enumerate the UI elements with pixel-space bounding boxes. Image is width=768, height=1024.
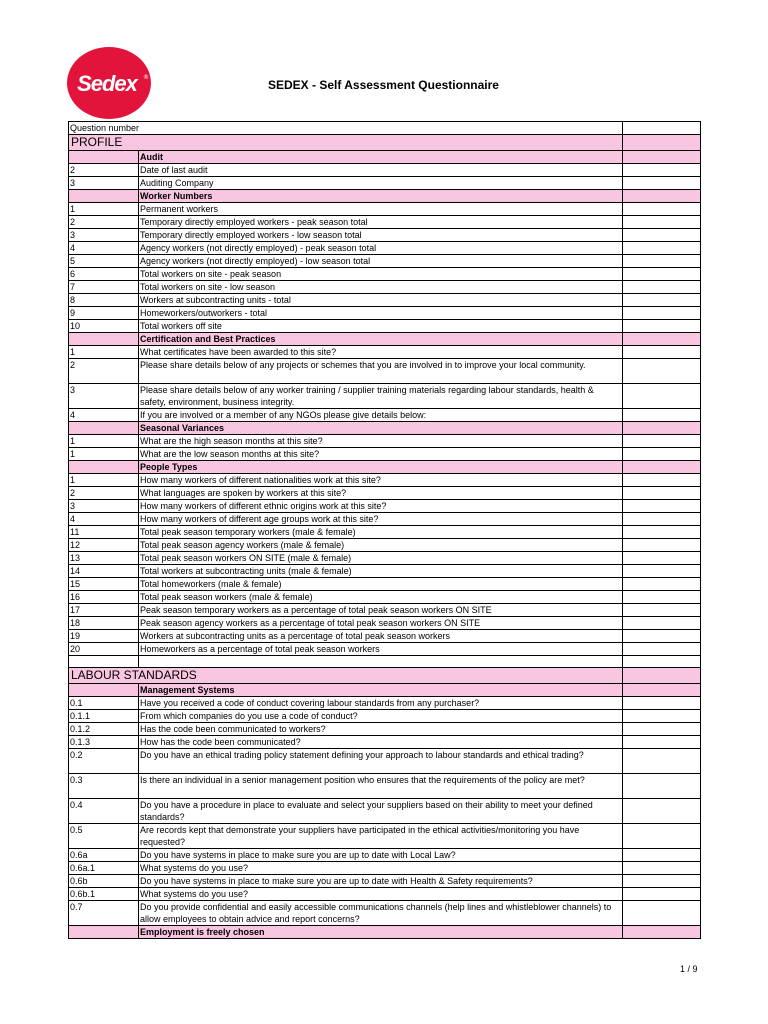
answer-cell[interactable] bbox=[623, 307, 701, 320]
question-number: 6 bbox=[69, 268, 139, 281]
subsection-title: Employment is freely chosen bbox=[139, 926, 623, 939]
answer-cell[interactable] bbox=[623, 513, 701, 526]
question-number: 4 bbox=[69, 409, 139, 422]
answer-cell[interactable] bbox=[623, 229, 701, 242]
answer-cell[interactable] bbox=[623, 736, 701, 749]
question-number: 0.4 bbox=[69, 799, 139, 824]
number-cell bbox=[69, 422, 139, 435]
question-number: 3 bbox=[69, 384, 139, 409]
question-number: 2 bbox=[69, 216, 139, 229]
table-header-row bbox=[69, 122, 701, 135]
question-text: What are the low season months at this site? bbox=[139, 448, 623, 461]
subsection-header-row bbox=[69, 684, 701, 697]
answer-cell[interactable] bbox=[623, 526, 701, 539]
question-row bbox=[69, 824, 701, 849]
question-row bbox=[69, 578, 701, 591]
question-text: Has the code been communicated to workers? bbox=[139, 723, 623, 736]
question-row bbox=[69, 281, 701, 294]
question-text: How many workers of different ethnic origins work at this site? bbox=[139, 500, 623, 513]
section-title: PROFILE bbox=[69, 135, 623, 151]
subsection-title: Worker Numbers bbox=[139, 190, 623, 203]
answer-cell[interactable] bbox=[623, 824, 701, 849]
question-row bbox=[69, 565, 701, 578]
question-text: Please share details below of any worker training / supplier training materials regarding labour standards, health & safety, environment, business integrity. bbox=[139, 384, 623, 409]
question-text: Peak season agency workers as a percentage of total peak season workers ON SITE bbox=[139, 617, 623, 630]
answer-cell[interactable] bbox=[623, 617, 701, 630]
question-text: Peak season temporary workers as a percentage of total peak season workers ON SITE bbox=[139, 604, 623, 617]
question-row bbox=[69, 591, 701, 604]
answer-cell[interactable] bbox=[623, 630, 701, 643]
answer-cell[interactable] bbox=[623, 409, 701, 422]
question-text: How many workers of different nationalities work at this site? bbox=[139, 474, 623, 487]
question-number: 0.6a bbox=[69, 849, 139, 862]
number-cell bbox=[69, 461, 139, 474]
question-text: Total workers on site - peak season bbox=[139, 268, 623, 281]
question-text: Total workers on site - low season bbox=[139, 281, 623, 294]
question-number: 0.6b bbox=[69, 875, 139, 888]
question-row bbox=[69, 736, 701, 749]
answer-cell bbox=[623, 190, 701, 203]
question-number: 15 bbox=[69, 578, 139, 591]
question-row bbox=[69, 697, 701, 710]
answer-cell[interactable] bbox=[623, 643, 701, 656]
answer-cell[interactable] bbox=[623, 216, 701, 229]
question-text: Workers at subcontracting units as a percentage of total peak season workers bbox=[139, 630, 623, 643]
answer-cell bbox=[623, 926, 701, 939]
question-row bbox=[69, 875, 701, 888]
question-text: Total peak season workers ON SITE (male & female) bbox=[139, 552, 623, 565]
question-row bbox=[69, 849, 701, 862]
question-text: Total homeworkers (male & female) bbox=[139, 578, 623, 591]
question-row bbox=[69, 474, 701, 487]
question-text: Permanent workers bbox=[139, 203, 623, 216]
answer-cell[interactable] bbox=[623, 435, 701, 448]
answer-cell[interactable] bbox=[623, 448, 701, 461]
subsection-header-row bbox=[69, 190, 701, 203]
question-row bbox=[69, 774, 701, 799]
question-text: Date of last audit bbox=[139, 164, 623, 177]
question-number: 0.1 bbox=[69, 697, 139, 710]
question-number: 18 bbox=[69, 617, 139, 630]
question-number: 1 bbox=[69, 346, 139, 359]
question-text: What systems do you use? bbox=[139, 862, 623, 875]
question-number: 19 bbox=[69, 630, 139, 643]
subsection-title: Management Systems bbox=[139, 684, 623, 697]
question-row bbox=[69, 552, 701, 565]
answer-cell[interactable] bbox=[623, 268, 701, 281]
question-number: 1 bbox=[69, 203, 139, 216]
subsection-title: Seasonal Variances bbox=[139, 422, 623, 435]
answer-cell bbox=[623, 122, 701, 135]
question-number: 0.6b.1 bbox=[69, 888, 139, 901]
answer-cell[interactable] bbox=[623, 710, 701, 723]
question-text: Homeworkers as a percentage of total peak season workers bbox=[139, 643, 623, 656]
answer-cell[interactable] bbox=[623, 242, 701, 255]
question-text: Do you provide confidential and easily accessible communications channels (help lines and whistleblower channels) to allow employees to obtain advice and report concerns? bbox=[139, 901, 623, 926]
section-title: LABOUR STANDARDS bbox=[69, 668, 623, 684]
question-number: 1 bbox=[69, 448, 139, 461]
question-number: 0.3 bbox=[69, 774, 139, 799]
answer-cell bbox=[623, 422, 701, 435]
answer-cell[interactable] bbox=[623, 604, 701, 617]
question-row bbox=[69, 500, 701, 513]
question-number: 3 bbox=[69, 500, 139, 513]
question-number: 8 bbox=[69, 294, 139, 307]
question-number: 3 bbox=[69, 229, 139, 242]
answer-cell[interactable] bbox=[623, 799, 701, 824]
question-number: 16 bbox=[69, 591, 139, 604]
question-text: Total peak season workers (male & female) bbox=[139, 591, 623, 604]
answer-cell[interactable] bbox=[623, 901, 701, 926]
question-row bbox=[69, 617, 701, 630]
number-cell bbox=[69, 151, 139, 164]
question-number: 7 bbox=[69, 281, 139, 294]
questionnaire-table bbox=[68, 121, 701, 939]
answer-cell bbox=[623, 151, 701, 164]
answer-cell bbox=[623, 668, 701, 684]
question-number: 3 bbox=[69, 177, 139, 190]
subsection-title: Certification and Best Practices bbox=[139, 333, 623, 346]
question-text: Please share details below of any projects or schemes that you are involved in to improve your local community. bbox=[139, 359, 623, 384]
answer-cell[interactable] bbox=[623, 255, 701, 268]
answer-cell[interactable] bbox=[623, 552, 701, 565]
question-text: What are the high season months at this site? bbox=[139, 435, 623, 448]
question-number: 9 bbox=[69, 307, 139, 320]
question-text: Do you have a procedure in place to evaluate and select your suppliers based on their ability to meet your defined standards? bbox=[139, 799, 623, 824]
question-text: Do you have systems in place to make sure you are up to date with Health & Safety requirements? bbox=[139, 875, 623, 888]
subsection-header-row bbox=[69, 461, 701, 474]
question-text: Auditing Company bbox=[139, 177, 623, 190]
spacer-row bbox=[69, 656, 701, 668]
question-row bbox=[69, 164, 701, 177]
question-row bbox=[69, 604, 701, 617]
question-row bbox=[69, 513, 701, 526]
question-text: Total peak season agency workers (male & female) bbox=[139, 539, 623, 552]
question-text: Workers at subcontracting units - total bbox=[139, 294, 623, 307]
question-text: Have you received a code of conduct covering labour standards from any purchaser? bbox=[139, 697, 623, 710]
question-text: If you are involved or a member of any NGOs please give details below: bbox=[139, 409, 623, 422]
question-row bbox=[69, 409, 701, 422]
answer-cell[interactable] bbox=[623, 320, 701, 333]
question-row bbox=[69, 862, 701, 875]
answer-cell[interactable] bbox=[623, 164, 701, 177]
question-text: What languages are spoken by workers at this site? bbox=[139, 487, 623, 500]
answer-cell[interactable] bbox=[623, 774, 701, 799]
question-text: Agency workers (not directly employed) - low season total bbox=[139, 255, 623, 268]
question-row bbox=[69, 294, 701, 307]
logo-text: Sedex bbox=[77, 71, 137, 96]
question-row bbox=[69, 799, 701, 824]
question-row bbox=[69, 307, 701, 320]
subsection-title: Audit bbox=[139, 151, 623, 164]
question-text: How has the code been communicated? bbox=[139, 736, 623, 749]
answer-cell[interactable] bbox=[623, 888, 701, 901]
subsection-header-row bbox=[69, 926, 701, 939]
question-number: 4 bbox=[69, 513, 139, 526]
question-number: 2 bbox=[69, 359, 139, 384]
subsection-header-row bbox=[69, 333, 701, 346]
question-row bbox=[69, 539, 701, 552]
page-number: 1 / 9 bbox=[680, 964, 698, 974]
question-number: 0.1.2 bbox=[69, 723, 139, 736]
question-row bbox=[69, 229, 701, 242]
answer-cell[interactable] bbox=[623, 359, 701, 384]
question-number: 0.7 bbox=[69, 901, 139, 926]
question-number: 2 bbox=[69, 164, 139, 177]
question-text: Temporary directly employed workers - low season total bbox=[139, 229, 623, 242]
question-number: 0.5 bbox=[69, 824, 139, 849]
number-cell bbox=[69, 926, 139, 939]
section-header-row bbox=[69, 668, 701, 684]
document-title: SEDEX - Self Assessment Questionnaire bbox=[268, 78, 499, 92]
question-text bbox=[139, 656, 623, 668]
question-row bbox=[69, 177, 701, 190]
question-text: Total peak season temporary workers (male & female) bbox=[139, 526, 623, 539]
question-number: 0.1.1 bbox=[69, 710, 139, 723]
answer-cell[interactable] bbox=[623, 862, 701, 875]
question-row bbox=[69, 242, 701, 255]
question-row bbox=[69, 268, 701, 281]
logo-registered-mark: ® bbox=[143, 74, 149, 81]
question-row bbox=[69, 487, 701, 500]
answer-cell[interactable] bbox=[623, 294, 701, 307]
subsection-title: People Types bbox=[139, 461, 623, 474]
question-row bbox=[69, 320, 701, 333]
answer-cell[interactable] bbox=[623, 281, 701, 294]
question-number: 11 bbox=[69, 526, 139, 539]
question-row bbox=[69, 448, 701, 461]
question-row bbox=[69, 723, 701, 736]
answer-cell[interactable] bbox=[623, 565, 701, 578]
question-text: What certificates have been awarded to this site? bbox=[139, 346, 623, 359]
answer-cell bbox=[623, 461, 701, 474]
question-text: Total workers off site bbox=[139, 320, 623, 333]
question-text: Temporary directly employed workers - peak season total bbox=[139, 216, 623, 229]
answer-cell bbox=[623, 333, 701, 346]
answer-cell bbox=[623, 656, 701, 668]
question-number: 5 bbox=[69, 255, 139, 268]
subsection-header-row bbox=[69, 422, 701, 435]
subsection-header-row bbox=[69, 151, 701, 164]
question-number: 14 bbox=[69, 565, 139, 578]
answer-cell[interactable] bbox=[623, 203, 701, 216]
question-text: Total workers at subcontracting units (male & female) bbox=[139, 565, 623, 578]
answer-cell[interactable] bbox=[623, 849, 701, 862]
question-text: Are records kept that demonstrate your suppliers have participated in the ethical activities/monitoring you have requested? bbox=[139, 824, 623, 849]
question-row bbox=[69, 526, 701, 539]
answer-cell[interactable] bbox=[623, 723, 701, 736]
question-number: 1 bbox=[69, 474, 139, 487]
sedex-logo bbox=[66, 47, 152, 119]
section-header-row bbox=[69, 135, 701, 151]
question-text: From which companies do you use a code of conduct? bbox=[139, 710, 623, 723]
answer-cell bbox=[623, 684, 701, 697]
question-row bbox=[69, 203, 701, 216]
answer-cell[interactable] bbox=[623, 500, 701, 513]
answer-cell[interactable] bbox=[623, 384, 701, 409]
question-text: Is there an individual in a senior management position who ensures that the requirements of the policy are met? bbox=[139, 774, 623, 799]
question-text: What systems do you use? bbox=[139, 888, 623, 901]
question-row bbox=[69, 710, 701, 723]
number-cell bbox=[69, 656, 139, 668]
answer-cell[interactable] bbox=[623, 591, 701, 604]
answer-cell bbox=[623, 135, 701, 151]
question-number-header: Question number bbox=[69, 122, 623, 135]
question-number: 2 bbox=[69, 487, 139, 500]
number-cell bbox=[69, 190, 139, 203]
question-number: 20 bbox=[69, 643, 139, 656]
question-number: 1 bbox=[69, 435, 139, 448]
answer-cell[interactable] bbox=[623, 749, 701, 774]
question-number: 0.1.3 bbox=[69, 736, 139, 749]
answer-cell[interactable] bbox=[623, 487, 701, 500]
question-number: 0.2 bbox=[69, 749, 139, 774]
question-row bbox=[69, 749, 701, 774]
question-row bbox=[69, 216, 701, 229]
question-text: Agency workers (not directly employed) - peak season total bbox=[139, 242, 623, 255]
question-row bbox=[69, 630, 701, 643]
question-text: Do you have an ethical trading policy statement defining your approach to labour standards and ethical trading? bbox=[139, 749, 623, 774]
question-row bbox=[69, 359, 701, 384]
answer-cell[interactable] bbox=[623, 177, 701, 190]
question-text: Do you have systems in place to make sure you are up to date with Local Law? bbox=[139, 849, 623, 862]
answer-cell[interactable] bbox=[623, 539, 701, 552]
question-number: 0.6a.1 bbox=[69, 862, 139, 875]
question-row bbox=[69, 643, 701, 656]
question-number: 4 bbox=[69, 242, 139, 255]
answer-cell[interactable] bbox=[623, 474, 701, 487]
answer-cell[interactable] bbox=[623, 875, 701, 888]
question-row bbox=[69, 255, 701, 268]
question-number: 10 bbox=[69, 320, 139, 333]
answer-cell[interactable] bbox=[623, 697, 701, 710]
question-number: 13 bbox=[69, 552, 139, 565]
question-row bbox=[69, 901, 701, 926]
number-cell bbox=[69, 684, 139, 697]
question-row bbox=[69, 435, 701, 448]
question-text: How many workers of different age groups work at this site? bbox=[139, 513, 623, 526]
question-row bbox=[69, 346, 701, 359]
answer-cell[interactable] bbox=[623, 578, 701, 591]
answer-cell[interactable] bbox=[623, 346, 701, 359]
question-row bbox=[69, 384, 701, 409]
question-text: Homeworkers/outworkers - total bbox=[139, 307, 623, 320]
question-number: 12 bbox=[69, 539, 139, 552]
question-number: 17 bbox=[69, 604, 139, 617]
question-row bbox=[69, 888, 701, 901]
number-cell bbox=[69, 333, 139, 346]
